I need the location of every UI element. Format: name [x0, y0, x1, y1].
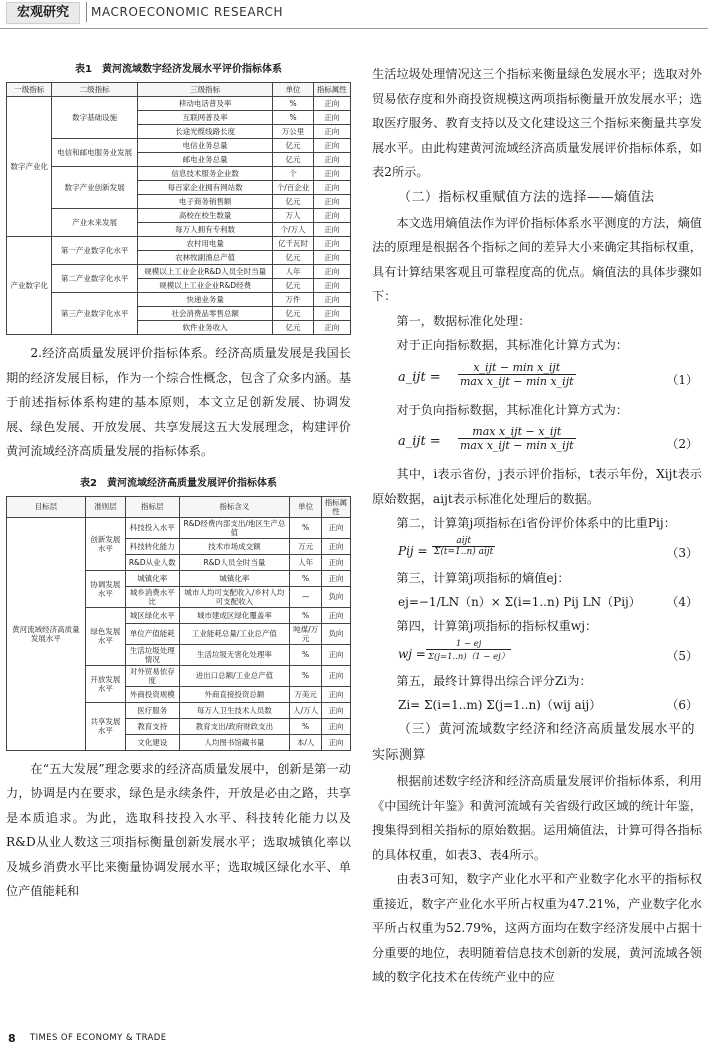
step-text: 第三，计算第j项指标的熵值ej： [396, 570, 570, 585]
attribute-cell: 正向 [321, 702, 350, 718]
unit-cell: 吨煤/万元 [290, 623, 322, 644]
formula-3: Pij = aijt Σ(t=1..n) aijt （3） [398, 535, 698, 560]
criterion-cell: 绿色发展水平 [85, 607, 125, 665]
formula-2: a_ijt = max x_ijt − x_ijt max x_ijt − min x_ijt （2） [398, 425, 698, 452]
formula-1: a_ijt = x_ijt − min x_ijt max x_ijt − min x_ijt （1） [398, 360, 698, 388]
indicator-cell: 规模以上工业企业R&D人员全时当量 [137, 265, 273, 279]
attribute-cell: 负向 [321, 586, 350, 607]
attribute-cell: 正向 [321, 734, 350, 750]
unit-cell: 亿元 [273, 307, 313, 321]
formula-4: ej=−1/LN（n）× Σ(i=1..n) Pij LN（Pij） （4） [398, 595, 698, 609]
unit-cell: 万美元 [290, 686, 322, 702]
unit-cell: 人年 [290, 554, 322, 570]
indicator-cell: 每万人拥有专利数 [137, 223, 273, 237]
table-row [7, 167, 351, 181]
attribute-cell: 正向 [313, 195, 350, 209]
level2-cell: 电信和邮电服务业发展 [52, 139, 137, 167]
unit-cell: % [273, 97, 313, 111]
level1-cell: 数字产业化 [7, 97, 52, 237]
indicator-cell: 城镇化率 [125, 570, 179, 586]
indicator-cell: 快递业务量 [137, 293, 273, 307]
indicator-cell: 高校在校生数量 [137, 209, 273, 223]
indicator-cell: R&D从业人数 [125, 554, 179, 570]
indicator-cell: 外商投资规模 [125, 686, 179, 702]
indicator-cell: 长途光缆线路长度 [137, 125, 273, 139]
indicator-cell: 软件业务收入 [137, 321, 273, 335]
column-header: 指标层 [125, 496, 179, 517]
unit-cell: 万公里 [273, 125, 313, 139]
unit-cell: 万人 [273, 209, 313, 223]
unit-cell: 亿千瓦时 [273, 237, 313, 251]
unit-cell: 个 [273, 167, 313, 181]
indicator-cell: 信息技术服务企业数 [137, 167, 273, 181]
meaning-cell: 进出口总额/工业总产值 [179, 665, 290, 686]
indicator-cell: 农林牧副渔总产值 [137, 251, 273, 265]
column-header: 指标属性 [321, 496, 350, 517]
column-header: 单位 [273, 83, 313, 97]
unit-cell: % [290, 517, 322, 538]
indicator-cell: 科技转化能力 [125, 538, 179, 554]
unit-cell: % [290, 644, 322, 665]
indicator-cell: 每百家企业拥有网站数 [137, 181, 273, 195]
indicator-cell: 社会消费品零售总额 [137, 307, 273, 321]
criterion-cell: 创新发展水平 [85, 517, 125, 570]
column-header: 单位 [290, 496, 322, 517]
page-footer [0, 1030, 708, 1048]
journal-name: TIMES OF ECONOMY & TRADE [30, 1033, 167, 1043]
unit-cell: 万元 [290, 538, 322, 554]
indicator-cell: 电子商务销售额 [137, 195, 273, 209]
paragraph: 本文选用熵值法作为评价指标体系水平测度的方法，熵值法的原理是根据各个指标之间的差异大小来确定其指标权重，具有计算结果客观且可靠程度高的优点。熵值法的具体步骤如下： [372, 215, 702, 303]
step-text: 对于正向指标数据，其标准化计算方式为： [396, 338, 628, 352]
column-header: 三级指标 [137, 83, 273, 97]
unit-cell: 本/人 [290, 734, 322, 750]
section-heading: （二）指标权重赋值方法的选择——熵值法 [398, 189, 655, 205]
criterion-cell: 协调发展水平 [85, 570, 125, 607]
level1-cell: 产业数字化 [7, 237, 52, 335]
indicator-cell: 农村用电量 [137, 237, 273, 251]
meaning-cell: 工业能耗总量/工业总产值 [179, 623, 290, 644]
meaning-cell: 城市人均可支配收入/乡村人均可支配收入 [179, 586, 290, 607]
paragraph: 在“五大发展”理念要求的经济高质量发展中，创新是第一动力，协调是内在要求，绿色是永续条件，开放是必由之路，共享是本质追求。为此，选取科技投入水平、科技转化能力以及R&D从业人数这三项指标衡量创新发展水平；选取城镇化率以及城乡消费水平比来衡量协调发展水平；选取城区绿化水平、单位产值能耗和 [6, 761, 351, 898]
attribute-cell: 正向 [313, 223, 350, 237]
unit-cell: 亿元 [273, 195, 313, 209]
attribute-cell: 正向 [321, 570, 350, 586]
attribute-cell: 正向 [313, 321, 350, 335]
indicator-cell: 生活垃圾处理情况 [125, 644, 179, 665]
formula-6: Zi= Σ(i=1..m) Σ(j=1..n)（wij aij） （6） [398, 698, 698, 712]
step-text: 第五，最终计算得出综合评分Zi为： [396, 673, 592, 688]
unit-cell: 万件 [273, 293, 313, 307]
attribute-cell: 正向 [321, 554, 350, 570]
indicator-cell: 文化建设 [125, 734, 179, 750]
right-column [372, 62, 702, 990]
attribute-cell: 正向 [313, 125, 350, 139]
indicator-cell: 电信业务总量 [137, 139, 273, 153]
table-row [7, 139, 351, 153]
attribute-cell: 正向 [321, 686, 350, 702]
level2-cell: 第三产业数字化水平 [52, 293, 137, 335]
meaning-cell: R&D经费内部支出/地区生产总值 [179, 517, 290, 538]
level2-cell: 产业未来发展 [52, 209, 137, 237]
meaning-cell: 城镇化率 [179, 570, 290, 586]
left-column [6, 56, 351, 904]
paragraph: 其中，i表示省份，j表示评价指标，t表示年份，Xijt表示原始数据，aijt表示标准化处理后的数据。 [372, 467, 702, 506]
paragraph: 根据前述数字经济和经济高质量发展评价指标体系，利用《中国统计年鉴》和黄河流域有关省级行政区域的统计年鉴，搜集得到相关指标的原始数据。运用熵值法，计算可得各指标的具体权重，如表3、表4所示。 [372, 774, 702, 862]
table-row [7, 265, 351, 279]
attribute-cell: 负向 [321, 623, 350, 644]
page-number: 8 [8, 1032, 16, 1045]
unit-cell: % [273, 111, 313, 125]
unit-cell: 个/百企业 [273, 181, 313, 195]
level2-cell: 第一产业数字化水平 [52, 237, 137, 265]
unit-cell: % [290, 665, 322, 686]
section-heading: （三）黄河流域数字经济和经济高质量发展水平的实际测算 [372, 722, 696, 763]
indicator-cell: 单位产值能耗 [125, 623, 179, 644]
table-row [7, 237, 351, 251]
attribute-cell: 正向 [313, 251, 350, 265]
table-row [7, 517, 351, 538]
header-rule [0, 28, 708, 29]
indicator-cell: 移动电话普及率 [137, 97, 273, 111]
unit-cell: % [290, 718, 322, 734]
column-header: 目标层 [7, 496, 86, 517]
indicator-cell: 城乡消费水平比 [125, 586, 179, 607]
meaning-cell: 每万人卫生技术人员数 [179, 702, 290, 718]
level2-cell: 数字基础设施 [52, 97, 137, 139]
paragraph: 由表3可知，数字产业化水平和产业数字化水平的指标权重接近，数字产业化水平所占权重为47.21%，产业数字化水平所占权重为52.79%，这两方面均在数字经济发展中占据十分重要的地位，表明随着信息技术创新的发展，黄河流域各领域的数字化技术在传统产业中的应 [372, 872, 702, 984]
meaning-cell: 城市建成区绿化覆盖率 [179, 607, 290, 623]
formula-5: wj = $\frac{1 - ej}{\Sigma(j=1..n)(1 - ej)}$ （5） [398, 638, 698, 663]
unit-cell: 人年 [273, 265, 313, 279]
section-tag: 宏观研究 [6, 2, 80, 24]
target-cell: 黄河流域经济高质量发展水平 [7, 517, 86, 750]
step-text: 对于负向指标数据，其标准化计算方式为： [396, 402, 628, 417]
table1 [6, 82, 351, 335]
attribute-cell: 正向 [313, 97, 350, 111]
unit-cell: % [290, 570, 322, 586]
indicator-cell: 对外贸易依存度 [125, 665, 179, 686]
attribute-cell: 正向 [321, 517, 350, 538]
meaning-cell: 技术市场成交额 [179, 538, 290, 554]
column-header: 二级指标 [52, 83, 137, 97]
attribute-cell: 正向 [321, 665, 350, 686]
step-text: 第一，数据标准化处理： [396, 313, 531, 328]
unit-cell: — [290, 586, 322, 607]
attribute-cell: 正向 [313, 153, 350, 167]
attribute-cell: 正向 [313, 279, 350, 293]
indicator-cell: 互联网普及率 [137, 111, 273, 125]
attribute-cell: 正向 [313, 209, 350, 223]
meaning-cell: 人均图书馆藏书量 [179, 734, 290, 750]
meaning-cell: 外商直接投资总额 [179, 686, 290, 702]
unit-cell: 亿元 [273, 321, 313, 335]
table2-caption: 表2 黄河流域经济高质量发展评价指标体系 [80, 477, 277, 489]
criterion-cell: 开放发展水平 [85, 665, 125, 702]
table-row [7, 97, 351, 111]
column-header: 一级指标 [7, 83, 52, 97]
indicator-cell: 规模以上工业企业R&D经费 [137, 279, 273, 293]
level2-cell: 第二产业数字化水平 [52, 265, 137, 293]
meaning-cell: R&D人员全时当量 [179, 554, 290, 570]
unit-cell: 亿元 [273, 279, 313, 293]
attribute-cell: 正向 [313, 293, 350, 307]
section-english: MACROECONOMIC RESEARCH [86, 2, 287, 22]
attribute-cell: 正向 [313, 265, 350, 279]
attribute-cell: 正向 [313, 307, 350, 321]
table-row [7, 209, 351, 223]
column-header: 指标属性 [313, 83, 350, 97]
criterion-cell: 共享发展水平 [85, 702, 125, 750]
meaning-cell: 生活垃圾无害化处理率 [179, 644, 290, 665]
column-header: 准则层 [85, 496, 125, 517]
attribute-cell: 正向 [313, 181, 350, 195]
indicator-cell: 教育支持 [125, 718, 179, 734]
indicator-cell: 城区绿化水平 [125, 607, 179, 623]
indicator-cell: 邮电业务总量 [137, 153, 273, 167]
attribute-cell: 正向 [321, 607, 350, 623]
table2 [6, 496, 351, 751]
attribute-cell: 正向 [313, 111, 350, 125]
meaning-cell: 教育支出/政府财政支出 [179, 718, 290, 734]
table1-caption: 表1 黄河流域数字经济发展水平评价指标体系 [75, 64, 282, 75]
attribute-cell: 正向 [321, 718, 350, 734]
level2-cell: 数字产业创新发展 [52, 167, 137, 209]
unit-cell: 人/万人 [290, 702, 322, 718]
table-row [7, 293, 351, 307]
attribute-cell: 正向 [313, 167, 350, 181]
paragraph: 生活垃圾处理情况这三个指标来衡量绿色发展水平；选取对外贸易依存度和外商投资规模这两项指标衡量开放发展水平；选取医疗服务、教育支持以及文化建设这三个指标来衡量共享发展水平。由此构建黄河流域经济高质量发展评价指标体系，如表2所示。 [372, 67, 702, 179]
unit-cell: 亿元 [273, 153, 313, 167]
unit-cell: 个/万人 [273, 223, 313, 237]
step-text: 第二，计算第j项指标在i省份评价体系中的比重Pij： [396, 516, 676, 530]
unit-cell: % [290, 607, 322, 623]
attribute-cell: 正向 [313, 139, 350, 153]
attribute-cell: 正向 [321, 538, 350, 554]
paragraph: 2.经济高质量发展评价指标体系。经济高质量发展是我国长期的经济发展目标，作为一个综合性概念，包含了众多内涵。基于前述指标体系构建的基本原则，本文立足创新发展、协调发展、绿色发展、开放发展、共享发展这五大发展理念，构建评价黄河流域经济高质量发展的指标体系。 [6, 346, 351, 458]
unit-cell: 亿元 [273, 251, 313, 265]
step-text: 第四，计算第j项指标的指标权重wj： [396, 619, 598, 633]
attribute-cell: 正向 [313, 237, 350, 251]
column-header: 指标含义 [179, 496, 290, 517]
indicator-cell: 医疗服务 [125, 702, 179, 718]
attribute-cell: 正向 [321, 644, 350, 665]
indicator-cell: 科技投入水平 [125, 517, 179, 538]
unit-cell: 亿元 [273, 139, 313, 153]
page-header [0, 0, 708, 26]
